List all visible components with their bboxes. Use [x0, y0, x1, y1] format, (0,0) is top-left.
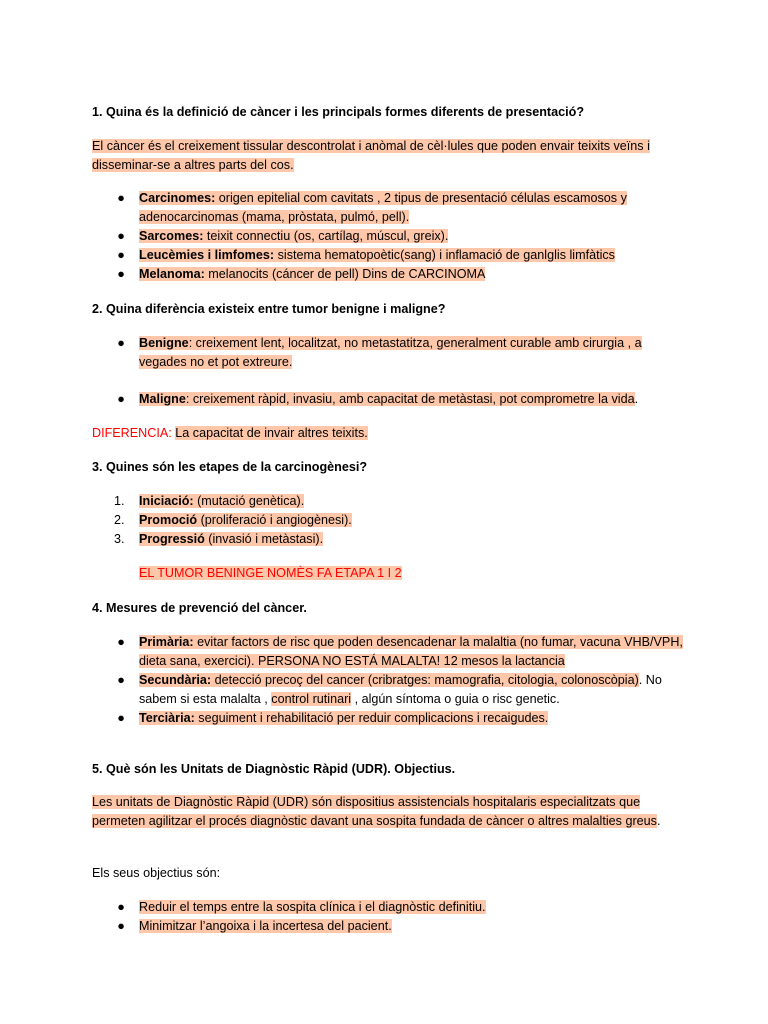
item-number: 1. — [114, 494, 125, 508]
description: Reduir el temps entre la sospita clínica i el diagnòstic definitiu. — [139, 900, 486, 914]
description: origen epitelial com cavitats , 2 tipus de presentació células escamosos y adenocarcinomas (mama, pròstata, pulmó, pell). — [139, 191, 627, 224]
description: (proliferació i angiogènesi). — [197, 513, 352, 527]
difference-label: DIFERENCIA: — [92, 426, 172, 440]
bullet-icon: ● — [117, 229, 125, 243]
item-number: 3. — [114, 532, 125, 546]
highlighted-phrase: control rutinari — [271, 692, 352, 706]
objectives-intro: Els seus objectius són: — [92, 866, 221, 880]
bullet-icon: ● — [117, 248, 125, 262]
term: Secundària: — [139, 673, 212, 687]
answer-text: El càncer és el creixement tissular descontrolat i anòmal de cèl·lules que poden envair teixits veïns i disseminar-se a altres parts del cos. — [92, 139, 650, 172]
question-1-title: 1. Quina és la definició de càncer i les principals formes diferents de presentació? — [92, 105, 585, 119]
bullet-icon: ● — [117, 711, 125, 725]
description: (mutació genètica). — [193, 494, 305, 508]
term: Benigne — [139, 336, 189, 350]
bullet-icon: ● — [117, 267, 125, 281]
bullet-icon: ● — [117, 919, 125, 933]
question-5-answer: Les unitats de Diagnòstic Ràpid (UDR) són dispositius assistencials hospitalaris especialitzats que permeten agilitzar el procés diagnòstic davant una sospita fundada de càncer o altres malalties greus. — [92, 795, 661, 828]
description: teixit connectiu (os, cartílag, múscul, greix). — [203, 229, 449, 243]
term: Promoció — [139, 513, 198, 527]
question-2-title: 2. Quina diferència existeix entre tumor benigne i maligne? — [92, 302, 446, 316]
bullet-icon: ● — [117, 392, 125, 406]
term: Maligne — [139, 392, 186, 406]
description: melanocits (cáncer de pell) Dins de CARCINOMA — [204, 267, 486, 281]
note-text: EL TUMOR BENINGE NOMÈS FA ETAPA 1 I 2 — [139, 566, 402, 580]
question-5-title: 5. Què són les Unitats de Diagnòstic Ràpid (UDR). Objectius. — [92, 762, 456, 776]
description: sistema hematopoètic(sang) i inflamació de ganlglis limfàtics — [274, 248, 615, 262]
question-3-title: 3. Quines són les etapes de la carcinogènesi? — [92, 460, 368, 474]
bullet-icon: ● — [117, 336, 125, 350]
description: Minimitzar l’angoixa i la incertesa del pacient. — [139, 919, 392, 933]
term: Sarcomes: — [139, 229, 204, 243]
difference-text: La capacitat de invair altres teixits. — [175, 426, 368, 440]
description: detecció precoç del cancer (cribratges: mamografia, citologia, colonoscòpia) — [211, 673, 639, 687]
term: Terciària: — [139, 711, 195, 725]
description: (invasió i metàstasi). — [204, 532, 324, 546]
term: Primària: — [139, 635, 194, 649]
bullet-icon: ● — [117, 900, 125, 914]
description: : creixement ràpid, invasiu, amb capacitat de metàstasi, pot comprometre la vida — [185, 392, 635, 406]
bullet-icon: ● — [117, 191, 125, 205]
description: seguiment i rehabilitació per reduir complicacions i recaigudes. — [194, 711, 549, 725]
term: Leucèmies i limfomes: — [139, 248, 275, 262]
term: Melanoma: — [139, 267, 205, 281]
difference-line — [92, 424, 692, 443]
term: Carcinomes: — [139, 191, 216, 205]
question-1-answer — [92, 137, 692, 175]
description: : creixement lent, localitzat, no metastatitza, generalment curable amb cirurgia , a vegades no et pot extreure. — [139, 336, 642, 369]
item-number: 2. — [114, 513, 125, 527]
term: Progressió — [139, 532, 205, 546]
description: evitar factors de risc que poden desencadenar la malaltia (no fumar, vacuna VHB/VPH, dieta sana, exercici). PERSONA NO ESTÁ MALALTA! 12 mesos la lactancia — [139, 635, 683, 668]
term: Iniciació: — [139, 494, 194, 508]
bullet-icon: ● — [117, 673, 125, 687]
question-4-title: 4. Mesures de prevenció del càncer. — [92, 601, 307, 615]
answer-text: Les unitats de Diagnòstic Ràpid (UDR) són dispositius assistencials hospitalaris especialitzats que permeten agilitzar el procés diagnòstic davant una sospita fundada de càncer o altres malalties greus — [92, 795, 657, 828]
bullet-icon: ● — [117, 635, 125, 649]
